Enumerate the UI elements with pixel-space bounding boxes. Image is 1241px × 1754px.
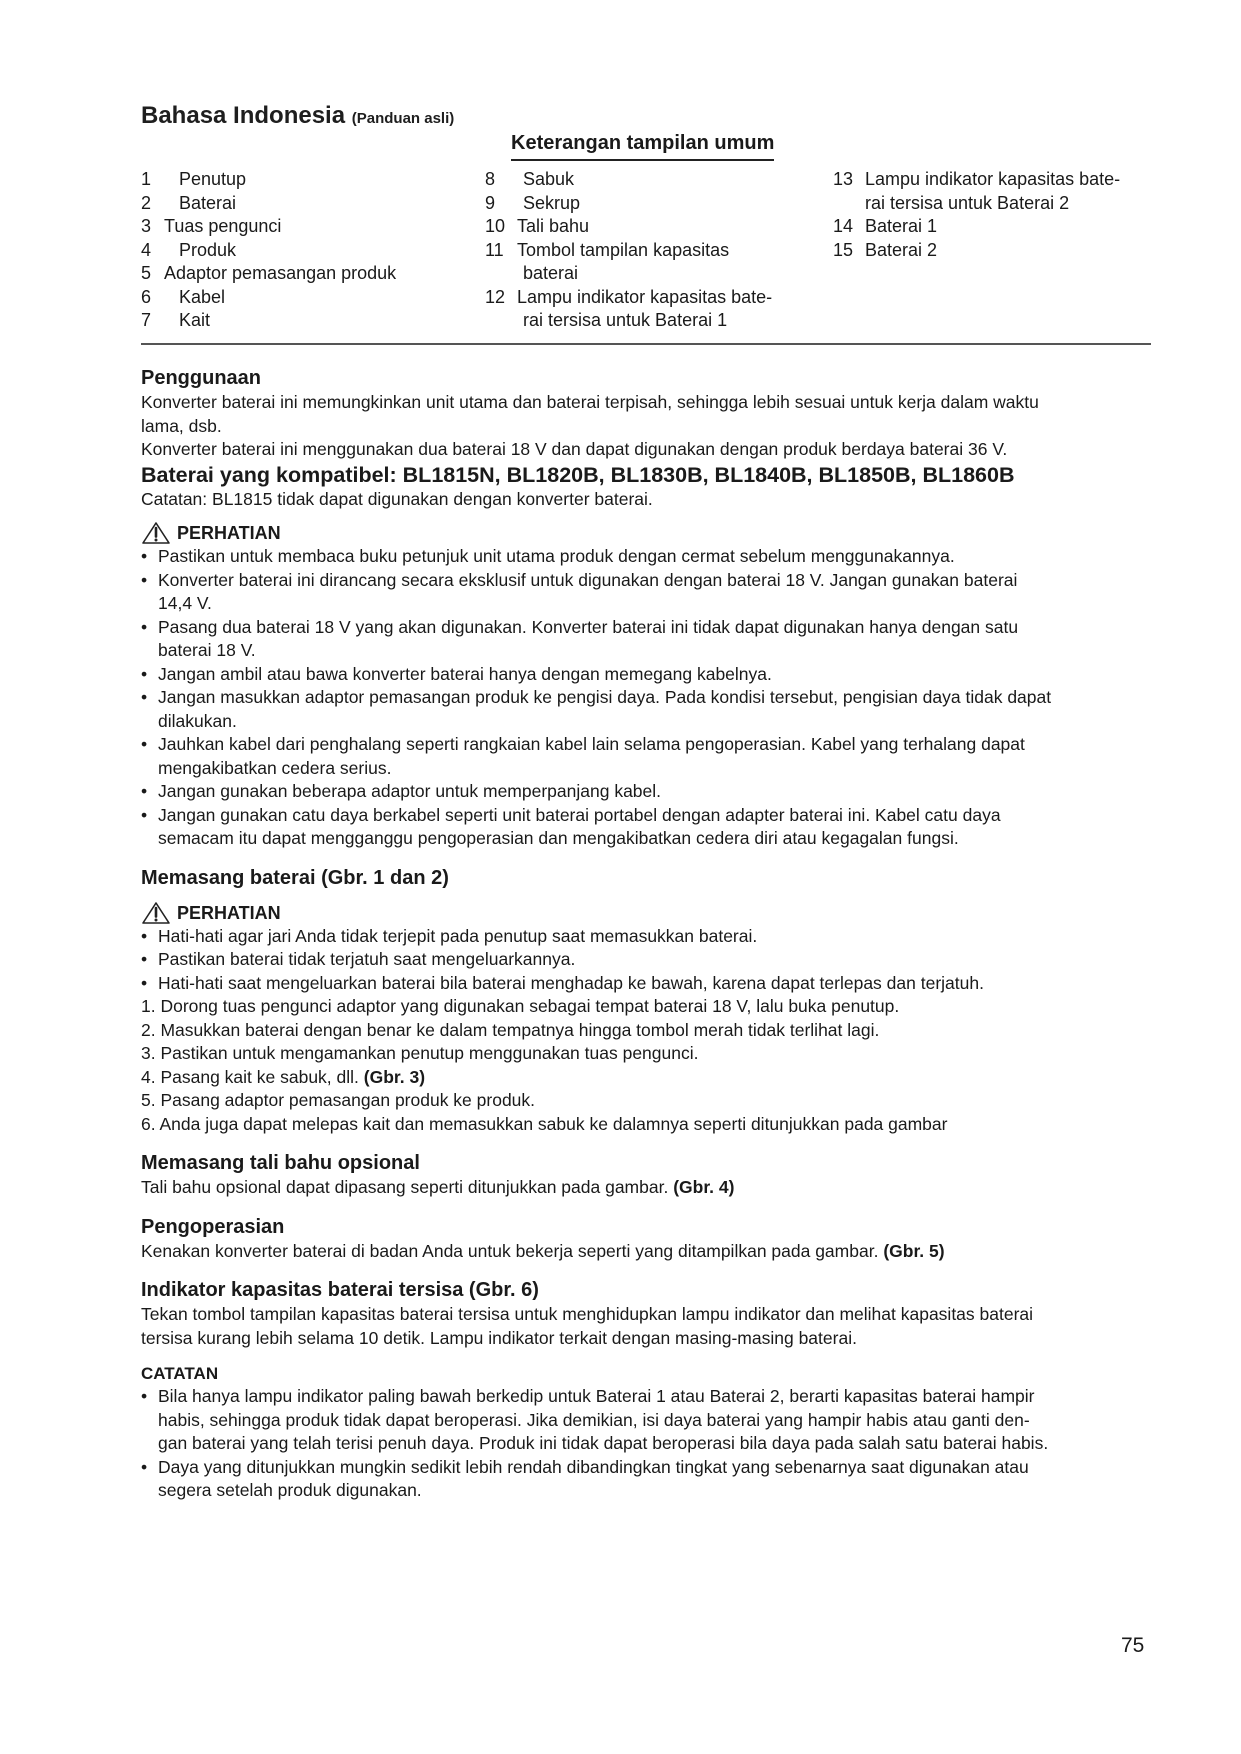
caution-item: • Jangan ambil atau bawa konverter baterai hanya dengan memegang kabelnya.: [141, 663, 1151, 687]
legend-item: 13 Lampu indikator kapasitas bate-: [833, 169, 1121, 189]
language-title: [141, 102, 454, 130]
install-step: 3. Pastikan untuk mengamankan penutup menggunakan tuas pengunci.: [141, 1043, 699, 1063]
strap-text: Tali bahu opsional dapat dipasang seperti ditunjukkan pada gambar. (Gbr. 4): [141, 1177, 735, 1197]
install-step: 2. Masukkan baterai dengan benar ke dalam tempatnya hingga tombol merah tidak terlihat lagi.: [141, 1019, 880, 1040]
language-note: (Panduan asli): [351, 110, 455, 127]
legend-item: 7 Kait: [141, 310, 211, 330]
legend-item: 11 Tombol tampilan kapasitas: [485, 239, 730, 260]
legend-item: 4 Produk: [141, 239, 237, 260]
language-name: Bahasa Indonesia: [141, 102, 346, 129]
install-step: 1. Dorong tuas pengunci adaptor yang digunakan sebagai tempat baterai 18 V, lalu buka penutup.: [141, 996, 900, 1016]
legend-item-continued: rai tersisa untuk Baterai 1: [523, 310, 728, 330]
note-item: • Daya yang ditunjukkan mungkin sedikit lebih rendah dibandingkan tingkat yang sebenarnya saat digunakan atau segera setelah produk digunakan.: [141, 1456, 1151, 1503]
install-steps: [141, 995, 1151, 1136]
usage-note: Catatan: BL1815 tidak dapat digunakan dengan konverter baterai.: [141, 488, 653, 509]
install-caution-list: [141, 925, 1151, 996]
legend-item: 5 Adaptor pemasangan produk: [141, 263, 397, 283]
install-step: 5. Pasang adaptor pemasangan produk ke produk.: [141, 1090, 536, 1110]
legend-item: 10 Tali bahu: [485, 216, 590, 236]
warning-triangle-icon: [141, 521, 171, 545]
legend-item: 9 Sekrup: [485, 192, 581, 213]
indicator-text: Tekan tombol tampilan kapasitas baterai tersisa untuk menghidupkan lampu indikator dan melihat kapasitas baterai tersisa kurang lebih selama 10 detik. Lampu indikator terkait dengan masing-masing baterai.: [141, 1304, 1034, 1348]
usage-paragraph: Konverter baterai ini menggunakan dua baterai 18 V dan dapat digunakan dengan produk berdaya baterai 36 V.: [141, 439, 1008, 459]
legend-item-continued: rai tersisa untuk Baterai 2: [865, 192, 1070, 213]
legend-title: Keterangan tampilan umum: [511, 132, 774, 161]
caution-item: • Jangan gunakan beberapa adaptor untuk memperpanjang kabel.: [141, 780, 1151, 804]
caution-item: • Jangan gunakan catu daya berkabel seperti unit baterai portabel dengan adapter baterai ini. Kabel catu daya semacam itu dapat mengganggu pengoperasian dan mengakibatkan cedera diri atau kegagalan fungsi.: [141, 804, 1151, 851]
usage-heading: Penggunaan: [141, 367, 262, 389]
main-content: [141, 366, 1151, 1503]
legend-item: 2 Baterai: [141, 192, 237, 213]
strap-heading: Memasang tali bahu opsional: [141, 1152, 420, 1174]
legend-item: 3 Tuas pengunci: [141, 216, 282, 236]
legend-column-2: [485, 168, 772, 333]
legend-item: 15 Baterai 2: [833, 239, 938, 260]
usage-paragraph: Konverter baterai ini memungkinkan unit utama dan baterai terpisah, sehingga lebih sesuai untuk kerja dalam waktu lama, dsb.: [141, 392, 1039, 436]
caution-item: • Jauhkan kabel dari penghalang seperti rangkaian kabel lain selama pengoperasian. Kabel yang terhalang dapat mengakibatkan cedera serius.: [141, 733, 1151, 780]
caution-item: • Hati-hati agar jari Anda tidak terjepit pada penutup saat memasukkan baterai.: [141, 925, 1151, 949]
caution-item: • Konverter baterai ini dirancang secara eksklusif untuk digunakan dengan baterai 18 V. Jangan gunakan baterai 14,4 V.: [141, 569, 1151, 616]
legend-item: 6 Kabel: [141, 286, 226, 307]
caution-item: • Jangan masukkan adaptor pemasangan produk ke pengisi daya. Pada kondisi tersebut, pengisian daya tidak dapat dilakukan.: [141, 686, 1151, 733]
legend-item: 12 Lampu indikator kapasitas bate-: [485, 286, 773, 307]
caution-item: • Pastikan untuk membaca buku petunjuk unit utama produk dengan cermat sebelum menggunakannya.: [141, 545, 1151, 569]
section-divider: [141, 343, 1151, 345]
install-step: 6. Anda juga dapat melepas kait dan memasukkan sabuk ke dalamnya seperti ditunjukkan pada gambar: [141, 1113, 948, 1134]
page-number: 75: [1121, 1634, 1145, 1657]
legend-item: 14 Baterai 1: [833, 216, 938, 236]
install-heading: Memasang baterai (Gbr. 1 dan 2): [141, 866, 449, 889]
caution-item: • Pastikan baterai tidak terjatuh saat mengeluarkannya.: [141, 948, 1151, 972]
caution-list: [141, 545, 1151, 851]
indicator-heading: Indikator kapasitas baterai tersisa (Gbr. 6): [141, 1279, 539, 1301]
caution-item: • Pasang dua baterai 18 V yang akan digunakan. Konverter baterai ini tidak dapat digunakan hanya dengan satu baterai 18 V.: [141, 616, 1151, 663]
legend-column-1: [141, 168, 396, 333]
legend-item: 1 Penutup: [141, 169, 247, 189]
legend-item: 8 Sabuk: [485, 169, 575, 189]
caution-item: • Hati-hati saat mengeluarkan baterai bila baterai menghadap ke bawah, karena dapat terlepas dan terjatuh.: [141, 972, 1151, 996]
compatible-batteries: Baterai yang kompatibel: BL1815N, BL1820B, BL1830B, BL1840B, BL1850B, BL1860B: [141, 462, 1015, 487]
operation-text: Kenakan konverter baterai di badan Anda untuk bekerja seperti yang ditampilkan pada gambar. (Gbr. 5): [141, 1240, 945, 1261]
caution-heading: PERHATIAN: [141, 521, 1151, 545]
legend-item-continued: baterai: [523, 263, 579, 283]
operation-heading: Pengoperasian: [141, 1215, 285, 1238]
caution-heading: PERHATIAN: [141, 901, 1151, 925]
note-heading: CATATAN: [141, 1364, 219, 1383]
note-list: [141, 1385, 1151, 1503]
warning-triangle-icon: [141, 901, 171, 925]
install-step: 4. Pasang kait ke sabuk, dll. (Gbr. 3): [141, 1066, 426, 1087]
legend-column-3: [833, 168, 1120, 262]
note-item: • Bila hanya lampu indikator paling bawah berkedip untuk Baterai 1 atau Baterai 2, berarti kapasitas baterai hampir habis, sehingga produk tidak dapat beroperasi. Jika demikian, isi daya baterai yang hampir habis atau ganti den- gan baterai yang telah terisi penuh daya. Produk ini tidak dapat beroperasi bila daya pada salah satu baterai habis.: [141, 1385, 1151, 1456]
